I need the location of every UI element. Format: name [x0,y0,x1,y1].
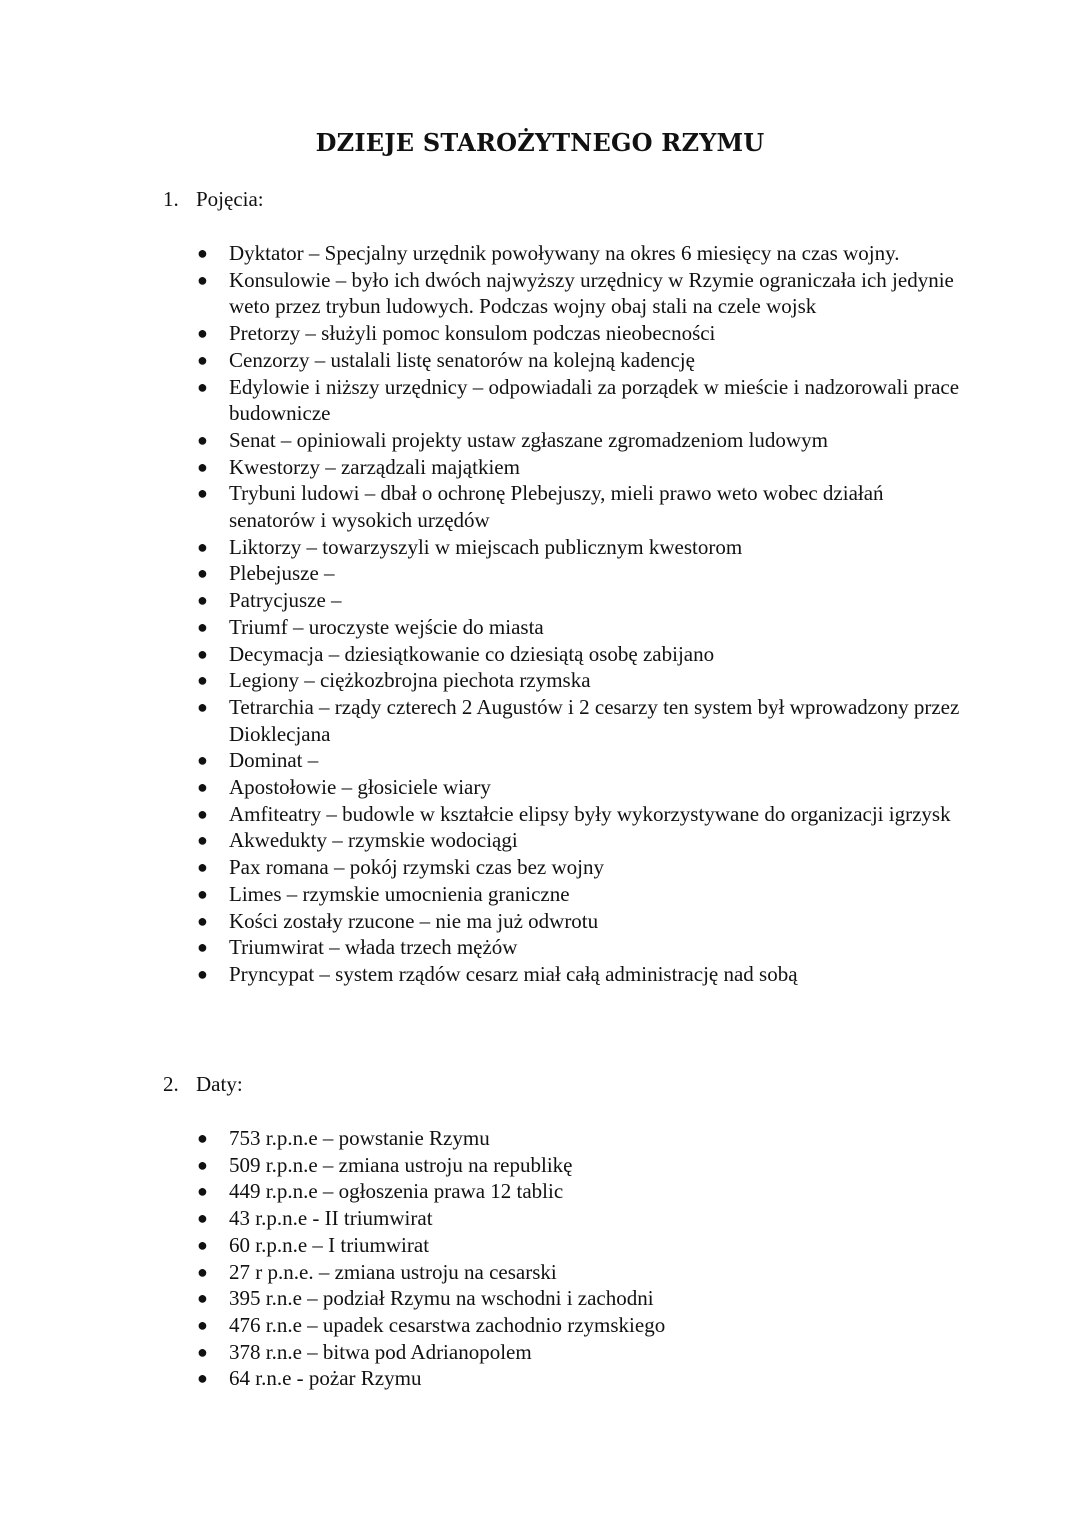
bullet-icon: ● [197,910,208,931]
list-item-text: 378 r.n.e – bitwa pod Adrianopolem [229,1339,532,1364]
list-item [0,1178,1080,1205]
bullet-icon: ● [197,1181,208,1202]
bullet-icon: ● [197,456,208,477]
list-item-text: Limes – rzymskie umocnienia graniczne [229,881,570,906]
list-item [0,747,1080,774]
list-item [0,534,1080,561]
bullet-icon: ● [197,937,208,958]
list-item-text: Pryncypat – system rządów cesarz miał całą administrację nad sobą [229,961,798,986]
list-item-text: Senat – opiniowali projekty ustaw zgłaszane zgromadzeniom ludowym [229,427,828,452]
list-item [0,454,1080,481]
list-item [0,1285,1080,1312]
bullet-icon: ● [197,1128,208,1148]
bullet-icon: ● [197,429,208,450]
bullet-icon: ● [197,1314,208,1335]
bullet-icon: ● [197,883,208,904]
section-heading-pojecia [163,187,264,212]
list-item [0,267,1080,320]
bullet-icon: ● [197,483,208,504]
list-item [0,240,1080,267]
bullet-icon: ● [197,750,208,771]
list-item-text: Triumwirat – włada trzech mężów [229,935,518,960]
list-item-text: Patrycjusze – [229,588,342,613]
list-item [0,827,1080,854]
list-item-text: Dominat – [229,748,319,773]
bullet-icon: ● [197,616,208,637]
list-item-text: Konsulowie – było ich dwóch najwyższy urzędnicy w Rzymie ograniczała ich jedynie weto przez trybun ludowych. Podczas wojny obaj stali na czele wojsk [229,267,954,319]
list-item-text: 64 r.n.e - pożar Rzymu [229,1366,422,1391]
list-item-text: Decymacja – dziesiątkowanie co dziesiątą osobę zabijano [229,641,715,666]
list-item-text: Legiony – ciężkozbrojna piechota rzymska [229,668,591,693]
list-item [0,881,1080,908]
list-item [0,667,1080,694]
list-item [0,934,1080,961]
list-item [0,908,1080,935]
list-item [0,1365,1080,1392]
bullet-icon: ● [197,830,208,851]
list-item [0,641,1080,668]
list-item-text: 753 r.p.n.e – powstanie Rzymu [229,1126,490,1150]
bullet-icon: ● [197,323,208,344]
bullet-icon: ● [197,349,208,370]
list-item [0,1125,1080,1152]
list-item [0,801,1080,828]
list-item-text: 43 r.p.n.e - II triumwirat [229,1206,433,1231]
bullet-icon: ● [197,1261,208,1282]
list-item [0,587,1080,614]
bullet-icon: ● [197,1368,208,1389]
list-item-text: 476 r.n.e – upadek cesarstwa zachodnio rzymskiego [229,1312,666,1337]
list-item-text: 60 r.p.n.e – I triumwirat [229,1232,430,1257]
list-item [0,1339,1080,1366]
bullet-icon: ● [197,1208,208,1229]
list-item-text: Kwestorzy – zarządzali majątkiem [229,454,520,479]
list-item [0,1232,1080,1259]
bullet-icon: ● [197,376,208,397]
list-item [0,1312,1080,1339]
bullet-icon: ● [197,1234,208,1255]
list-item [0,1205,1080,1232]
list-item-text: Kości zostały rzucone – nie ma już odwrotu [229,908,599,933]
bullet-icon: ● [197,643,208,664]
list-item [0,374,1080,427]
bullet-icon: ● [197,777,208,798]
section-number: 2. [163,1072,179,1096]
list-item-text: Amfiteatry – budowle w kształcie elipsy były wykorzystywane do organizacji igrzysk [229,801,951,826]
bullet-icon: ● [197,670,208,691]
list-item-text: Dyktator – Specjalny urzędnik powoływany na okres 6 miesięcy na czas wojny. [229,241,900,265]
bullet-icon: ● [197,269,208,290]
list-item [0,320,1080,347]
bullet-icon: ● [197,1154,208,1175]
terms-list [0,240,1080,988]
bullet-icon: ● [197,563,208,584]
document-title: DZIEJE STAROŻYTNEGO RZYMU [315,128,765,157]
dates-list [0,1125,1080,1392]
list-item-text: Pretorzy – służyli pomoc konsulom podczas nieobecności [229,321,716,346]
list-item [0,427,1080,454]
section-title: Pojęcia: [196,187,264,211]
list-item-text: Akwedukty – rzymskie wodociągi [229,828,518,853]
bullet-icon: ● [197,1288,208,1309]
list-item [0,560,1080,587]
list-item-text: Cenzorzy – ustalali listę senatorów na kolejną kadencję [229,347,695,372]
list-item [0,854,1080,881]
bullet-icon: ● [197,963,208,984]
list-item [0,347,1080,374]
bullet-icon: ● [197,1341,208,1362]
bullet-icon: ● [197,536,208,557]
list-item [0,1152,1080,1179]
list-item [0,1259,1080,1286]
list-item-text: Triumf – uroczyste wejście do miasta [229,614,544,639]
list-item-text: 27 r p.n.e. – zmiana ustroju na cesarski [229,1259,557,1284]
list-item-text: Tetrarchia – rządy czterech 2 Augustów i 2 cesarzy ten system był wprowadzony przez Dioklecjana [229,694,960,746]
bullet-icon: ● [197,696,208,717]
list-item-text: Trybuni ludowi – dbał o ochronę Plebejuszy, mieli prawo weto wobec działań senatorów i wysokich urzędów [229,481,884,533]
section-heading-daty [163,1072,243,1097]
list-item-text: Plebejusze – [229,561,335,586]
list-item-text: 509 r.p.n.e – zmiana ustroju na republikę [229,1152,573,1177]
bullet-icon: ● [197,857,208,878]
list-item [0,614,1080,641]
section-number: 1. [163,187,179,211]
list-item-text: Edylowie i niższy urzędnicy – odpowiadali za porządek w mieście i nadzorowali prace budownicze [229,374,960,426]
list-item [0,694,1080,747]
list-item-text: Liktorzy – towarzyszyli w miejscach publicznym kwestorom [229,534,743,559]
section-title: Daty: [196,1072,243,1096]
list-item-text: 449 r.p.n.e – ogłoszenia prawa 12 tablic [229,1179,564,1204]
list-item-text: 395 r.n.e – podział Rzymu na wschodni i zachodni [229,1286,654,1311]
bullet-icon: ● [197,803,208,824]
list-item-text: Apostołowie – głosiciele wiary [229,775,491,800]
bullet-icon: ● [197,590,208,611]
bullet-icon: ● [197,243,208,263]
list-item [0,480,1080,533]
list-item-text: Pax romana – pokój rzymski czas bez wojny [229,855,604,880]
list-item [0,774,1080,801]
list-item [0,961,1080,988]
